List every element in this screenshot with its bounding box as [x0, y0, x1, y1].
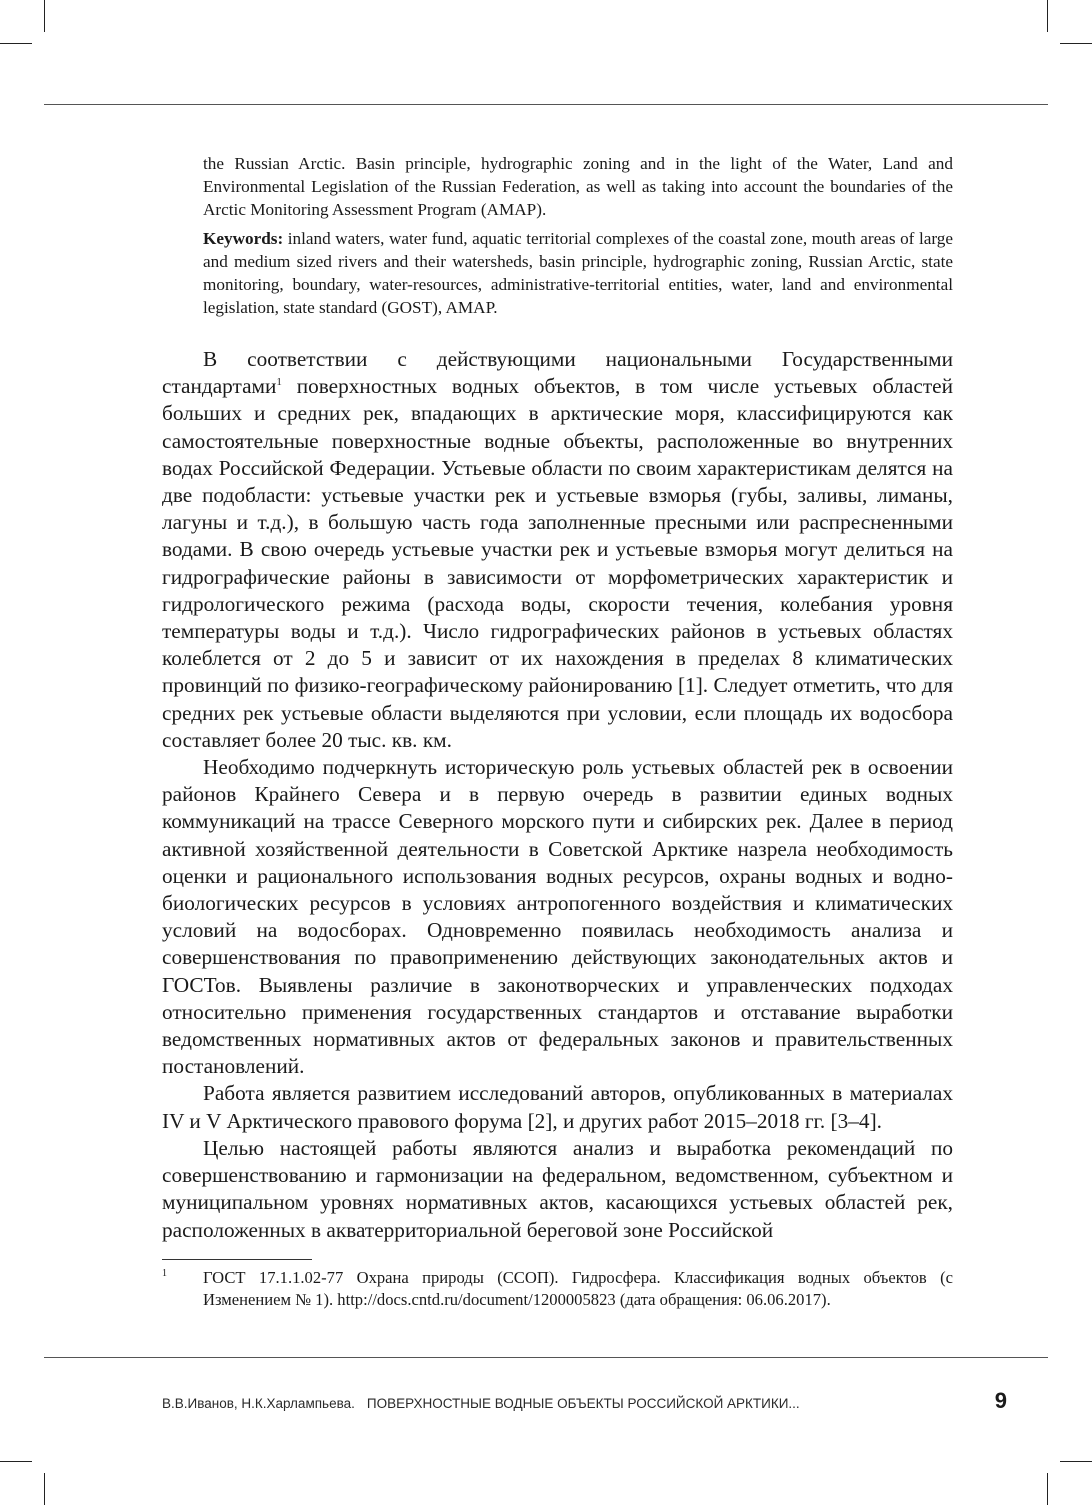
- crop-mark-bottom-right-horizontal: [1060, 1461, 1092, 1462]
- running-head: [162, 1396, 800, 1411]
- paragraph-1: [162, 346, 953, 754]
- crop-mark-bottom-left-horizontal: [0, 1461, 32, 1462]
- crop-mark-top-left-horizontal: [0, 43, 32, 44]
- paragraph-1-rest: поверхностных водных объектов, в том числе устьевых областей больших и средних рек, впадающих в арктические моря, классифицируются как самостоятельные поверхностные водные объекты, расположенные во внутренних водах Российской Федерации. Устьевые области по своим характеристикам делятся на две подобласти: устьевые участки рек и устьевые взморья (губы, заливы, лиманы, лагуны и т.д.), в большую часть года заполненные пресными или распресненными водами. В свою очередь устьевые участки рек и устьевые взморья могут делиться на гидрографические районы в зависимости от морфометрических характеристик и гидрологического режима (расхода воды, скорости течения, колебания уровня температуры воды и т.д.). Число гидрографических районов в устьевых областях колеблется от 2 до 5 и зависит от их нахождения в пределах 8 климатических провинций по физико-географическому районированию [1]. Следует отметить, что для средних рек устьевые области выделяются при условии, если площадь их водосбора составляет более 20 тыс. кв. км.: [162, 374, 953, 752]
- crop-mark-top-right-horizontal: [1060, 43, 1092, 44]
- footnote-number: 1: [162, 1268, 167, 1279]
- paragraph-2: Необходимо подчеркнуть историческую роль устьевых областей рек в освоении районов Крайнего Севера и в первую очередь в развитии единых водных коммуникаций на трассе Северного морского пути и сибирских рек. Далее в период активной хозяйственной деятельности в Советской Арктике назрела необходимость оценки и рационального использования водных ресурсов, охраны водных и водно-биологических ресурсов в условиях антропогенного воздействия и климатических условий на водосборах. Одновременно появилась необходимость анализа и совершенствования по правоприменению действующих законодательных актов и ГОСТов. Выявлены различие в законотворческих и управленческих подходах относительно применения государственных стандартов и отставание выработки ведомственных нормативных актов от федеральных законов и правительственных постановлений.: [162, 755, 953, 1079]
- crop-mark-bottom-left-vertical: [44, 1473, 45, 1505]
- keywords-label: Keywords:: [203, 228, 284, 248]
- footnote-text: ГОСТ 17.1.1.02-77 Охрана природы (ССОП). Гидросфера. Классификация водных объектов (с Изменением № 1). http://docs.cntd.ru/document/1200005823 (дата обращения: 06.06.2017).: [203, 1268, 953, 1310]
- footnote: [162, 1267, 953, 1312]
- main-text: [162, 346, 953, 1244]
- paragraph-1-start: В соответствии с действующими национальными Государственными стандартами: [162, 347, 953, 399]
- page-number: 9: [994, 1388, 1007, 1413]
- abstract-continuation: the Russian Arctic. Basin principle, hydrographic zoning and in the light of the Water, Land and Environmental Legislation of the Russian Federation, as well as taking into account the boundaries of the Arctic Monitoring Assessment Program (AMAP).: [203, 154, 953, 220]
- paragraph-4: Целью настоящей работы являются анализ и выработка рекомендаций по совершенствованию и гармонизации на федеральном, ведомственном, субъектном и муниципальном уровнях нормативных актов, касающихся устьевых областей рек, расположенных в акватерриториальной береговой зоне Российской: [162, 1135, 953, 1242]
- crop-mark-top-right-vertical: [1047, 0, 1048, 32]
- keywords-text: inland waters, water fund, aquatic territorial complexes of the coastal zone, mouth areas of large and medium sized rivers and their watersheds, basin principle, hydrographic zoning, Russian Arctic, state monitoring, boundary, water-resources, administrative-territorial entities, water, land and environmental legislation, state standard (GOST), AMAP.: [203, 228, 953, 318]
- running-head-authors: В.В.Иванов, Н.К.Харлампьева.: [162, 1396, 355, 1411]
- paragraph-3: Работа является развитием исследований авторов, опубликованных в материалах IV и V Арктического правового форума [2], и других работ 2015–2018 гг. [3–4].: [162, 1081, 953, 1133]
- top-rule: [44, 104, 1048, 105]
- footnote-separator: [162, 1259, 312, 1260]
- keywords-paragraph: [203, 227, 953, 320]
- abstract-block: [203, 152, 953, 324]
- running-head-title: ПОВЕРХНОСТНЫЕ ВОДНЫЕ ОБЪЕКТЫ РОССИЙСКОЙ АРКТИКИ...: [366, 1396, 800, 1411]
- bottom-rule: [44, 1357, 1048, 1358]
- footnote-reference[interactable]: 1: [276, 376, 282, 389]
- crop-mark-top-left-vertical: [44, 0, 45, 32]
- crop-mark-bottom-right-vertical: [1047, 1473, 1048, 1505]
